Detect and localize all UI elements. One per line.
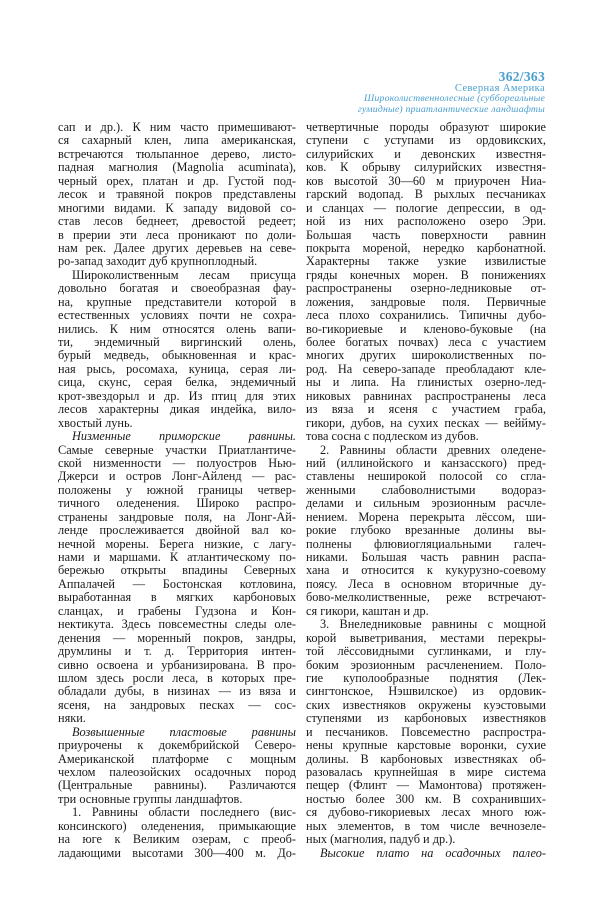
text-line: ро-запад заходит дуб крупноплодный. <box>58 254 258 269</box>
text-line: ков. К обрыву силурийских известня- <box>306 160 546 175</box>
text-line: тичного оледенения. Широко распро- <box>58 496 296 511</box>
text-line: встречаются тюльпанное дерево, листо- <box>58 146 296 161</box>
text-line: сица, скунс, серая белка, эндемичный <box>58 375 296 390</box>
chapter-subtitle-line-2: гумидные) приатлантические ландшафты <box>357 103 545 115</box>
text-line: хана и относится к кукурузно-соевому <box>306 563 546 578</box>
text-line: нены крупные карстовые воронки, сухие <box>306 738 546 753</box>
text-line: многими видами. К западу видовой со- <box>58 200 296 215</box>
text-line: ны и липа. На глинистых озерно-лед- <box>306 375 546 390</box>
text-line: нектикута. Здесь повсеместны следы оле- <box>58 617 296 632</box>
text-line: ясеня, на зандровых песках — сос- <box>58 697 296 712</box>
text-line: друмлины и т. д. Территория интен- <box>58 644 296 659</box>
text-line: никовых равнинах распространены леса <box>306 388 546 403</box>
text-line: три основные группы ландшафтов. <box>58 791 243 806</box>
text-line: лесов характерны дикая индейка, вило- <box>58 402 296 417</box>
text-line: делами и сильным эрозионным расчле- <box>306 496 546 511</box>
text-line: бережью открыты впадины Северных <box>58 563 296 578</box>
text-line: ная рысь, росомаха, куница, серая ли- <box>58 361 296 376</box>
chapter-subtitle-line-1: Широколиственнолесные (суббореальные <box>363 93 545 104</box>
text-line: ностью более 300 км. В сохранивших- <box>306 791 546 806</box>
text-line: гикори, дубов, на сухих песках — веййму- <box>306 415 546 430</box>
text-line: во-гикориевые и кленово-буковые (на <box>306 321 546 336</box>
text-line: ной из них расположено озеро Эри. <box>306 214 546 229</box>
text-line: денения — моренный покров, зандры, <box>58 630 296 645</box>
text-line: долины. В карбоновых известняках об- <box>306 751 546 766</box>
text-line: полнены флювиогляциальными галеч- <box>306 536 546 551</box>
left-text-column <box>58 121 296 860</box>
text-line: хвостый лунь. <box>58 415 133 430</box>
text-line: Джерси и остров Лонг-Айленд — рас- <box>58 469 296 484</box>
text-line: и песчаников. Повсеместно распростра- <box>306 724 546 739</box>
text-line: ленде прослеживается двойной вал ко- <box>58 523 296 538</box>
text-line: нам рек. Далее других деревьев на севе- <box>58 240 296 255</box>
section-title: Северная Америка <box>454 83 545 94</box>
text-line: женными слабоволнистыми водораз- <box>306 482 546 497</box>
text-line: ложения, зандровые поля. Первичные <box>306 294 546 309</box>
text-line: той лёссовидными суглинками, и глу- <box>306 644 546 659</box>
text-line: Аппалачей — Бостонская котловина, <box>58 576 296 591</box>
text-line: ся сахарный клен, липа американская, <box>58 133 296 148</box>
text-line: чехлом палеозойских осадочных пород <box>58 765 296 779</box>
text-line: нами и маршами. К атлантическому по- <box>58 550 296 564</box>
right-text-column <box>306 121 546 860</box>
text-line: в прерии эти леса проникают по доли- <box>58 227 296 242</box>
text-line: Низменные приморские равнины. <box>72 429 296 444</box>
text-line: покрыта мореной, нередко карбонатной. <box>306 240 546 255</box>
text-line: Высокие плато на осадочных палео- <box>320 845 546 860</box>
text-line: Широколиственным лесам присуща <box>72 267 296 282</box>
text-line: гие куполообразные поднятия (Лек- <box>306 670 546 685</box>
text-line: Большая часть поверхности равнин <box>306 227 546 242</box>
text-line: естественных условиях почти не сохра- <box>58 308 296 323</box>
text-line: шлом здесь росли леса, в которых пре- <box>58 670 296 685</box>
text-line: Характерны также узкие извилистые <box>306 254 546 269</box>
text-line: поясу. Леса в основном вторичные ду- <box>306 576 546 591</box>
text-line: ской низменности — полуостров Нью- <box>58 455 296 470</box>
text-line: гарский водопад. В рыхлых песчаниках <box>306 187 546 202</box>
text-line: 2. Равнины области древних оледене- <box>320 442 546 457</box>
text-line: положены у южной границы четвер- <box>58 482 296 497</box>
running-header <box>358 70 545 115</box>
text-line: гряды конечных морен. В понижениях <box>306 267 546 282</box>
page-numbers: 362/363 <box>498 69 545 84</box>
text-line: на юге к Великим озерам, с преоб- <box>58 832 296 847</box>
text-line: ных элементов, в том числе вечнозеле- <box>306 818 546 833</box>
text-line: това сосна с подлеском из дубов. <box>306 429 479 444</box>
text-line: и сланцах — пологие депрессии, в од- <box>306 200 546 215</box>
text-line: рокие глубоко врезанные долины вы- <box>306 523 546 538</box>
text-line: ний (иллинойского и канзасского) пред- <box>306 455 546 470</box>
text-line: бово-мелколиственные, реже встречают- <box>306 590 546 605</box>
text-line: приурочены к докембрийской Северо- <box>58 738 296 753</box>
text-line: ступени с уступами из ордовикских, <box>306 133 546 148</box>
text-line: нечной морены. Берега низкие, с лагу- <box>58 536 296 551</box>
text-line: сап и др.). К ним часто примешивают- <box>58 120 296 134</box>
text-line: многих других широколиственных по- <box>306 348 546 363</box>
text-line: нились. К ним относятся олень вапи- <box>58 321 296 336</box>
text-line: сивно освоена и урбанизирована. В про- <box>58 657 296 672</box>
text-line: ступенями из карбоновых известняков <box>306 711 546 726</box>
text-line: леса плохо сохранились. Типичны дубо- <box>306 308 546 323</box>
text-line: Самые северные участки Приатлантиче- <box>58 442 296 457</box>
text-line: бурый медведь, обыкновенная и крас- <box>58 348 296 363</box>
text-line: разовалась крупнейшая в мире система <box>306 765 546 779</box>
text-line: крот-звездорыл и др. Из птиц для этих <box>58 388 296 403</box>
text-line: пещер (Флинт — Мамонтова) протяжен- <box>306 778 546 793</box>
text-line: ставлены неширокой полосой со сгла- <box>306 469 546 484</box>
text-line: лесок и травяной покров представлены <box>58 187 296 202</box>
text-line: ладающими высотами 300—400 м. До- <box>58 845 296 860</box>
text-line: сланцах, и грабены Гудзона и Кон- <box>58 603 296 618</box>
text-line: силурийских и девонских известня- <box>306 146 546 161</box>
text-line: Американской платформе с мощным <box>58 751 296 766</box>
text-line: никами. Большая часть равнин распа- <box>306 550 546 564</box>
text-line: 3. Внеледниковые равнины с мощной <box>320 617 546 632</box>
text-line: род. На северо-западе преобладают кле- <box>306 361 546 376</box>
text-line: ся дубово-гикориевых лесах много юж- <box>306 805 546 820</box>
text-line: ков высотой 30—60 м приурочен Ниа- <box>306 173 546 188</box>
text-line: сингтонское, Нэшвилское) из ордовик- <box>306 684 546 699</box>
text-line: боким эрозионным расчленением. Поло- <box>306 657 546 672</box>
text-line: четвертичные породы образуют широкие <box>306 120 546 134</box>
text-line: более богатых почвах) леса с участием <box>306 335 546 349</box>
text-line: Возвышенные пластовые равнины <box>72 724 296 739</box>
text-line: черный орех, платан и др. Густой под- <box>58 173 296 188</box>
text-line: странены зандровые поля, на Лонг-Ай- <box>58 509 296 524</box>
text-line: обладали дубы, в низинах — из вяза и <box>58 684 296 699</box>
text-line: 1. Равнины области последнего (вис- <box>72 805 296 820</box>
text-line: ся гикори, каштан и др. <box>306 603 429 618</box>
text-line: корой выветривания, местами перекры- <box>306 630 546 645</box>
text-line: ти, эндемичный виргинский олень, <box>58 335 296 349</box>
text-line: довольно богатая и своеобразная фау- <box>58 281 296 296</box>
text-line: на, крупные представители которой в <box>58 294 296 309</box>
text-line: ских известняков окружены куэстовыми <box>306 697 546 712</box>
text-line: из вяза и ясеня с участием граба, <box>306 402 546 417</box>
text-line: нением. Морена перекрыта лёссом, ши- <box>306 509 546 524</box>
text-line: распространены озерно-ледниковые от- <box>306 281 546 296</box>
text-line: ных (магнолия, падуб и др.). <box>306 832 456 847</box>
text-line: консинского) оледенения, примыкающие <box>58 818 296 833</box>
text-line: (Центральные равнины). Различаются <box>58 778 296 793</box>
text-line: выработанная в мягких карбоновых <box>58 590 296 605</box>
text-line: став лесов беднеет, древостой редеет; <box>58 214 296 229</box>
text-line: падная магнолия (Magnolia acuminata), <box>58 160 296 175</box>
text-line: няки. <box>58 711 86 726</box>
